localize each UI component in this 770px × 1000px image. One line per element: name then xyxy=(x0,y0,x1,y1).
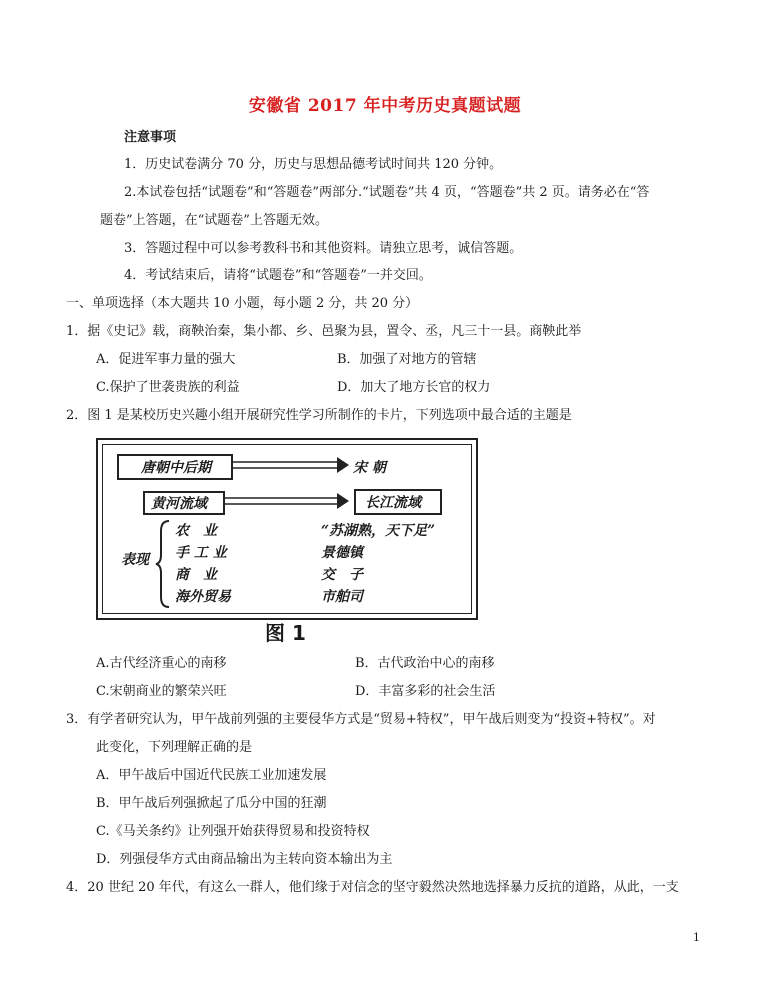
card-right-top: 宋 朝 xyxy=(353,460,386,476)
brace-icon xyxy=(155,519,171,609)
arrow-icon xyxy=(231,456,351,476)
notice-item: 1．历史试卷满分 70 分，历史与思想品德考试时间共 120 分钟。 xyxy=(124,157,503,172)
option-a: A．甲午战后中国近代民族工业加速发展 xyxy=(96,768,327,783)
figure-label: 图 1 xyxy=(265,621,306,645)
page-title: 安徽省 2017 年中考历史真题试题 xyxy=(248,96,522,116)
option-c: C.保护了世袭贵族的利益 xyxy=(96,380,240,395)
notice-item: 4．考试结束后，请将“试题卷”和“答题卷”一并交回。 xyxy=(124,268,432,283)
notice-heading: 注意事项 xyxy=(124,130,177,145)
card-row-right: 市舶司 xyxy=(321,589,363,605)
card-row-left: 海外贸易 xyxy=(175,589,231,605)
card-row-left: 农 业 xyxy=(175,523,217,539)
page-number: 1 xyxy=(693,931,700,944)
card-left-mid: 黄河流域 xyxy=(151,496,207,512)
card-row-right: 交 子 xyxy=(321,567,363,583)
notice-item: 题卷”上答题，在“试题卷”上答题无效。 xyxy=(100,213,328,228)
arrow-icon xyxy=(225,492,353,512)
card-left-top: 唐朝中后期 xyxy=(141,460,211,476)
notice-item: 3．答题过程中可以参考教科书和其他资料。请独立思考，诚信答题。 xyxy=(124,241,523,256)
card-row-left: 手 工 业 xyxy=(175,545,227,561)
card-row-right: 景德镇 xyxy=(321,545,363,561)
option-a: A.古代经济重心的南移 xyxy=(96,656,227,671)
notice-item: 2.本试卷包括“试题卷”和“答题卷”两部分.“试题卷”共 4 页，“答题卷”共 2 页。请务必在“答 xyxy=(124,185,650,200)
option-a: A．促进军事力量的强大 xyxy=(96,352,236,367)
option-b: B．古代政治中心的南移 xyxy=(355,656,495,671)
option-b: B．甲午战后列强掀起了瓜分中国的狂潮 xyxy=(96,796,327,811)
card-group-label: 表现 xyxy=(121,552,149,568)
option-b: B．加强了对地方的管辖 xyxy=(337,352,477,367)
question-stem: 1．据《史记》载，商鞅治秦，集小都、乡、邑聚为县，置令、丞，凡三十一县。商鞅此举 xyxy=(66,324,582,339)
question-stem: 3．有学者研究认为，甲午战前列强的主要侵华方式是“贸易+特权”，甲午战后则变为“投资+特权”。对 xyxy=(66,712,656,727)
figure-card xyxy=(96,438,478,620)
figure-card-inner xyxy=(102,444,472,614)
option-c: C.《马关条约》让列强开始获得贸易和投资特权 xyxy=(96,824,370,839)
option-d: D．加大了地方长官的权力 xyxy=(337,380,491,395)
question-stem: 此变化，下列理解正确的是 xyxy=(96,740,253,755)
question-stem: 4．20 世纪 20 年代，有这么一群人，他们缘于对信念的坚守毅然决然地选择暴力反抗的道路，从此，一支 xyxy=(66,880,679,895)
card-right-mid: 长江流域 xyxy=(365,495,421,511)
section-heading: 一、单项选择（本大题共 10 小题，每小题 2 分，共 20 分） xyxy=(66,296,419,311)
card-row-left: 商 业 xyxy=(175,567,217,583)
option-d: D．列强侵华方式由商品输出为主转向资本输出为主 xyxy=(96,852,393,867)
card-row-right: “苏湖熟，天下足” xyxy=(321,523,436,539)
option-d: D．丰富多彩的社会生活 xyxy=(355,684,496,699)
option-c: C.宋朝商业的繁荣兴旺 xyxy=(96,684,227,699)
question-stem: 2．图 1 是某校历史兴趣小组开展研究性学习所制作的卡片，下列选项中最合适的主题是 xyxy=(66,408,572,423)
